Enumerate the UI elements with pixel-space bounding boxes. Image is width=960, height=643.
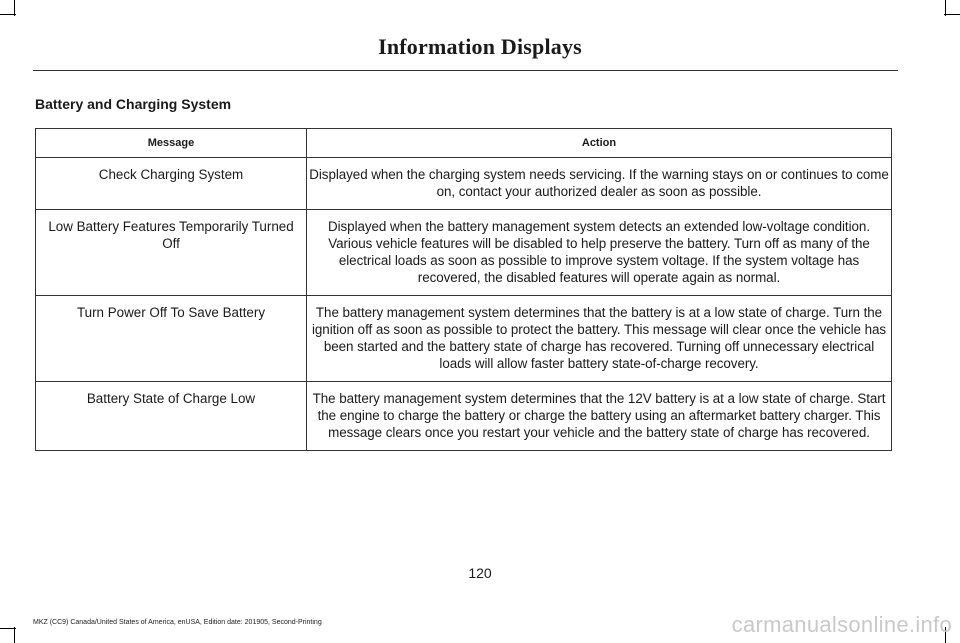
table-row [36,158,892,210]
message-cell: Check Charging System [36,158,307,210]
watermark-logo: carmanualsonline.info [731,612,952,637]
table-header-row [36,129,892,158]
crop-mark-top-right-h [944,14,960,15]
table-row [36,296,892,382]
page-number: 120 [468,565,492,581]
table-row [36,210,892,296]
action-cell: The battery management system determines that the battery is at a low state of charge. Turn the ignition off as soon as possible to protect the battery. This message will clear once the vehicle has been started and the battery state of charge has recovered. Turning off unnecessary electrical loads will allow faster battery state-of-charge recovery. [307,296,892,382]
column-header-action: Action [307,129,892,158]
crop-mark-bottom-left [14,627,15,643]
column-header-message: Message [36,129,307,158]
section-heading: Battery and Charging System [35,96,232,112]
action-cell: Displayed when the battery management system detects an extended low-voltage condition. Various vehicle features will be disabled to help preserve the battery. Turn off as many of the electrical loads as soon as possible to improve system voltage. If the system voltage has recovered, the disabled features will operate again as normal. [307,210,892,296]
chapter-title: Information Displays [378,34,582,59]
action-cell: The battery management system determines that the 12V battery is at a low state of charge. Start the engine to charge the battery or charge the battery using an aftermarket battery charger. This message clears once you restart your vehicle and the battery state of charge has recovered. [307,382,892,451]
crop-mark-bottom-left-h [0,628,16,629]
edition-footer: MKZ (CC9) Canada/United States of America, enUSA, Edition date: 201905, Second-Printing [33,619,322,626]
message-cell: Battery State of Charge Low [36,382,307,451]
title-rule [33,70,898,71]
crop-mark-top-left-h [0,14,16,15]
message-cell: Turn Power Off To Save Battery [36,296,307,382]
action-cell: Displayed when the charging system needs servicing. If the warning stays on or continues to come on, contact your authorized dealer as soon as possible. [307,158,892,210]
table-row [36,382,892,451]
message-table [35,128,892,451]
message-cell: Low Battery Features Temporarily Turned Off [36,210,307,296]
